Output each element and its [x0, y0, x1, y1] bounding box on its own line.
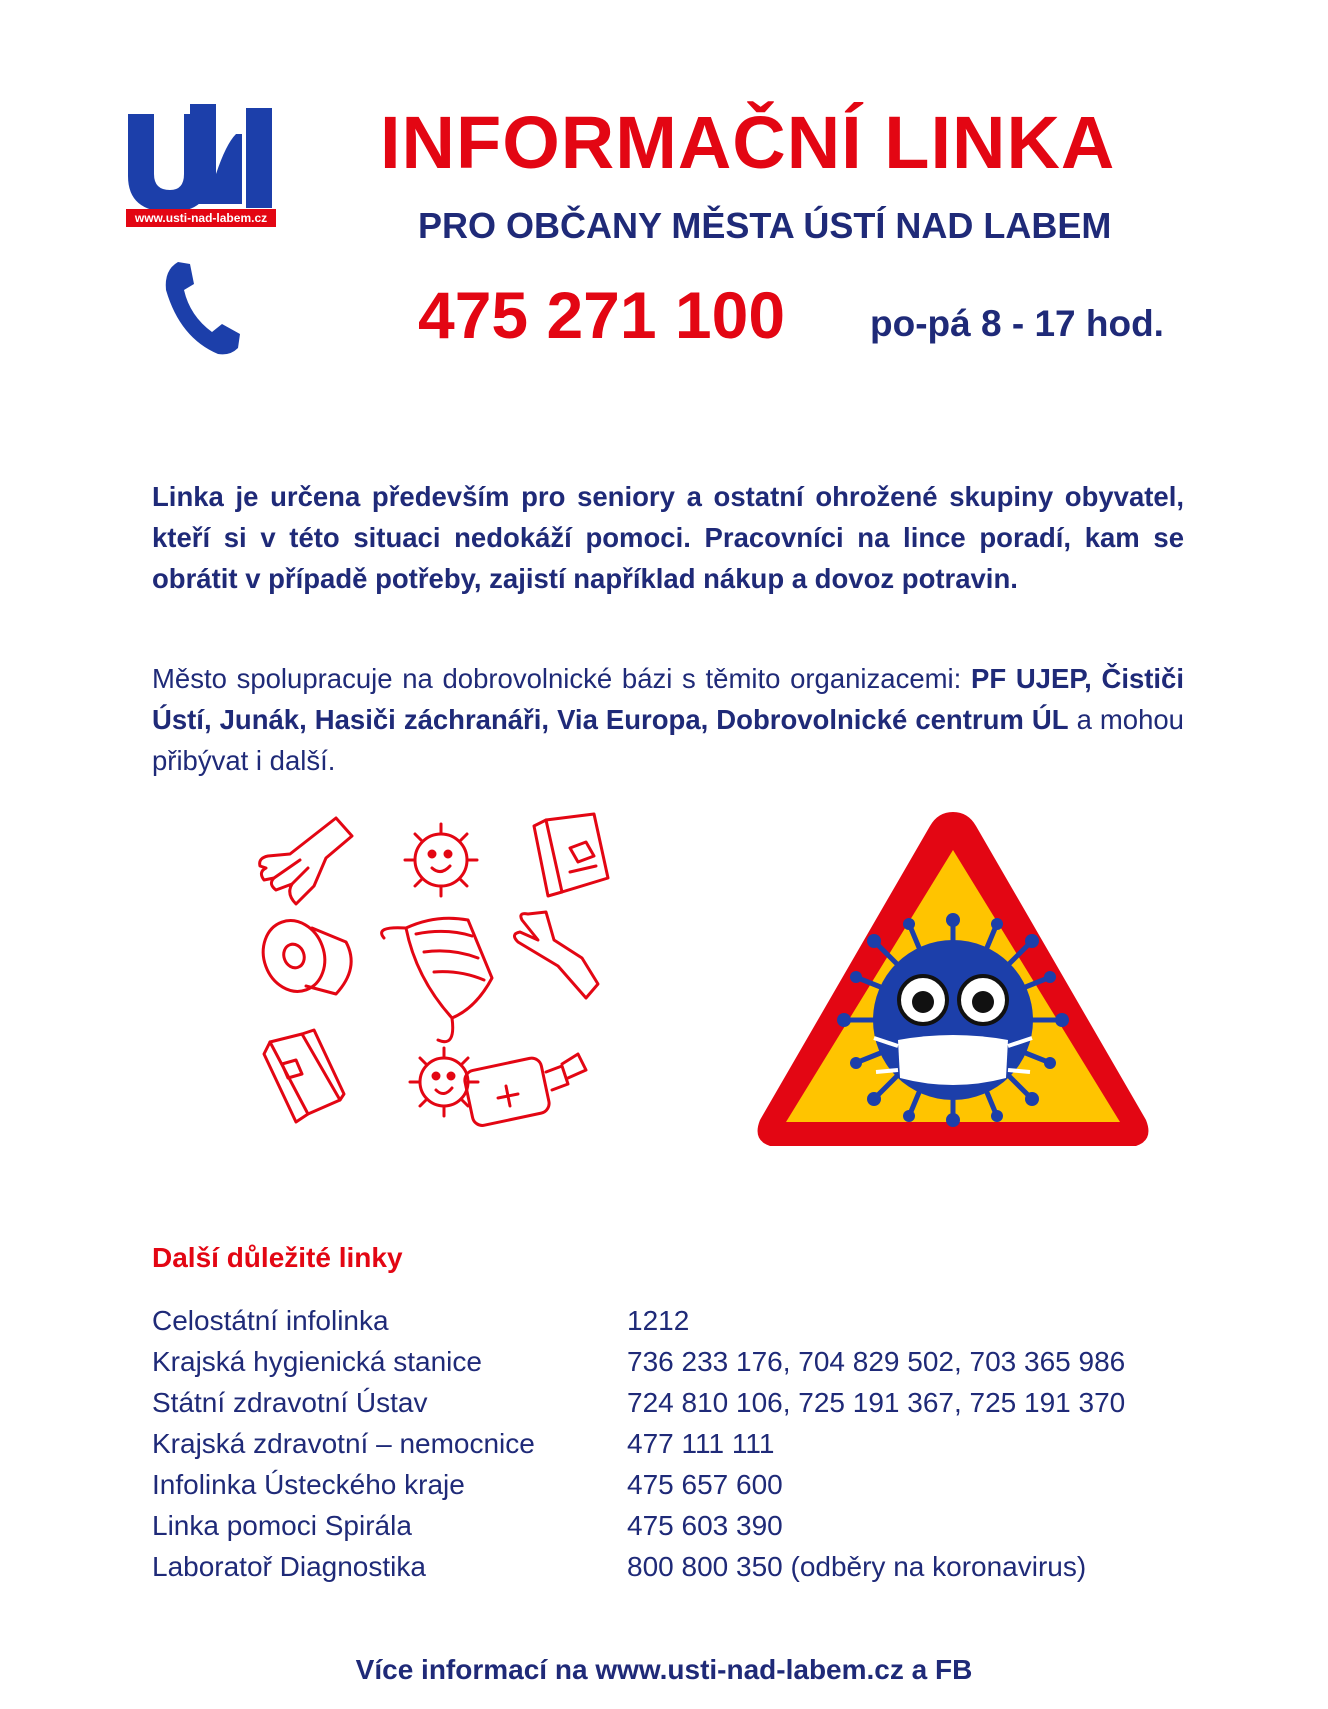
page-subtitle: PRO OBČANY MĚSTA ÚSTÍ NAD LABEM: [418, 205, 1112, 246]
warning-virus-sign: [748, 800, 1158, 1160]
footer-text: Více informací na www.usti-nad-labem.cz a FB: [355, 1654, 973, 1685]
link-row: [152, 1300, 1212, 1341]
link-row: [152, 1341, 1212, 1382]
partners-list: PF UJEP, Čističi Ústí, Junák, Hasiči záchranáři, Via Europa, Dobrovolnické centrum ÚL: [152, 663, 1184, 735]
link-number[interactable]: 475 603 390: [627, 1510, 783, 1541]
partners-outro: a mohou přibývat i další.: [152, 704, 1184, 776]
hotline-hours: po-pá 8 - 17 hod.: [870, 303, 1164, 344]
link-number[interactable]: 736 233 176, 704 829 502, 703 365 986: [627, 1346, 1126, 1377]
link-name: Linka pomoci Spirála: [152, 1510, 412, 1541]
links-heading: Další důležité linky: [152, 1242, 403, 1273]
link-number[interactable]: 475 657 600: [627, 1469, 783, 1500]
glove-icon: [260, 818, 352, 904]
phone-icon: [160, 258, 250, 358]
hotline-number[interactable]: 475 271 100: [418, 278, 786, 352]
link-name: Státní zdravotní Ústav: [152, 1387, 428, 1418]
virus-icon: [405, 824, 477, 896]
logo-url: www.usti-nad-labem.cz: [126, 209, 276, 227]
package-icon: [264, 1030, 344, 1122]
link-name: Celostátní infolinka: [152, 1305, 389, 1336]
face-mask-icon: [382, 918, 492, 1041]
intro-paragraph: Linka je určena především pro seniory a ostatní ohrožené skupiny obyvatel, kteří si v této situaci nedokáží pomoci. Pracovníci na lince poradí, kam se obrátit v případě potřeby, zajistí například nákup a dovoz potravin.: [152, 481, 1184, 594]
package-icon: [534, 814, 608, 896]
partners-intro: Město spolupracuje na dobrovolnické bázi s těmito organizacemi:: [152, 663, 971, 694]
link-number[interactable]: 1212: [627, 1305, 690, 1336]
page-title: INFORMAČNÍ LINKA: [380, 101, 1116, 184]
partners-paragraph: [152, 658, 1184, 781]
virus-icon: [410, 1048, 478, 1116]
links-list: [152, 1300, 1212, 1587]
link-name: Krajská hygienická stanice: [152, 1346, 482, 1377]
link-row: [152, 1464, 1212, 1505]
toilet-paper-icon: [256, 912, 351, 1000]
link-row: [152, 1505, 1212, 1546]
link-number[interactable]: 724 810 106, 725 191 367, 725 191 370: [627, 1387, 1126, 1418]
supplies-illustration: [256, 808, 628, 1172]
link-name: Laboratoř Diagnostika: [152, 1551, 426, 1582]
link-row: [152, 1382, 1212, 1423]
link-row: [152, 1546, 1212, 1587]
link-name: Infolinka Ústeckého kraje: [152, 1469, 465, 1500]
link-number[interactable]: 800 800 350 (odběry na koronavirus): [627, 1551, 1087, 1582]
link-number[interactable]: 477 111 111: [627, 1428, 775, 1459]
virus-icon: [837, 913, 1069, 1127]
link-row: [152, 1423, 1212, 1464]
sanitizer-icon: [463, 1054, 586, 1127]
glove-icon: [514, 912, 598, 998]
link-name: Krajská zdravotní – nemocnice: [152, 1428, 535, 1459]
